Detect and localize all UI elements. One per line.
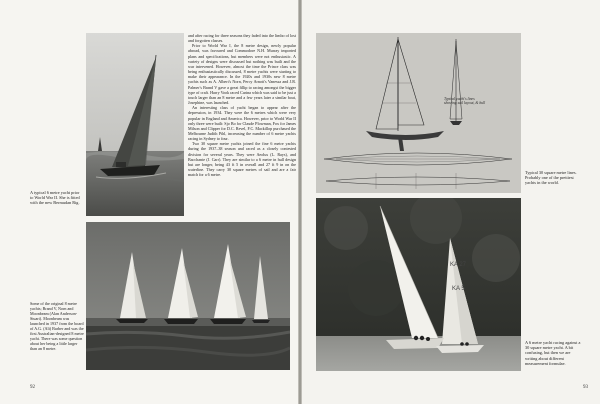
right-page xyxy=(302,0,600,404)
caption-text: A 6 metre yacht racing against a 30 square metre yacht. A bit confusing, but then we are writing about different measurement formulae. xyxy=(525,340,581,366)
body-paragraph-1: and after racing for three seasons they faded into the limbo of lost and forgotten classes. xyxy=(188,33,296,44)
photo-6-metre-yacht xyxy=(86,33,184,216)
caption-text: Some of the original 8 metre yachts; Brand V, Norn and Moonbeam (Alan Anderson-Stuart). Moonbeam was launched in 1937 from the board of A.G. (Ali) Barber and was the first Australian-designed 8 metre yacht. There was some question about her being a little larger than an 8 metre. xyxy=(30,301,84,351)
photo-6-metre-vs-30-square-metre xyxy=(316,198,521,371)
drawing-30-square-metre-lines xyxy=(316,33,521,193)
photo-8-metre-yachts xyxy=(86,222,290,370)
caption-sydney-6-metre xyxy=(525,340,583,366)
caption-text: A typical 6 metre yacht prior to World War II. She is fitted with the new Bermudan Rig. xyxy=(30,190,80,206)
body-text-column xyxy=(188,33,296,177)
page-number-right: 93 xyxy=(583,385,588,390)
sail-number-ka-27: KA 27 xyxy=(450,262,467,268)
caption-typical-6-metre xyxy=(30,190,82,206)
caption-original-8-metre xyxy=(30,301,84,351)
sail-number-ka-5: KA 5 xyxy=(452,286,465,292)
caption-typical-30-square-metre xyxy=(525,170,581,186)
body-paragraph-3: An interesting class of yacht began to appear after the depression, in 1934. They were the 6 metres which were very popular in England and America. However, prior to World War II only three were built: Sjo Bo for Claude Plowman, Fox for James Milson and Clipper for D.C. Revel, F.C. Mackillop purchased the Melbourne Judith Pihl, increasing the number of 6 metre yachts racing in Sydney to four. xyxy=(188,105,296,142)
body-paragraph-2: Prior to World War I, the 8 metre design, newly popular abroad, was favoured and Commodore N.H. Murray imported plans and specifications, but members were not enthusiastic. A variety of designs were discussed but nothing was built and the war intervened. However, almost the time the Prince class was being enthusiastically discussed, 8 metre yachts were starting to make their appearance. In the 1920s and 1930s new 8 metre yachts such as A. Albert's Norn, Percy Arnott's Vanessa and J.R. Palmer's Brand V gave a great fillip to racing amongst the bigger type of craft. Harry Vook raced Carina which was said to be just a touch larger than an 8 metre and a few years later a similar boat, Josephine, was launched. xyxy=(188,43,296,106)
page-number-left: 92 xyxy=(30,385,35,390)
left-page xyxy=(0,0,298,404)
body-paragraph-4: Two 30 square metre yachts joined the fine 6 metre yachts during the 1937–38 season and raced as a closely contested division for several years. They were Aeolus (L. Rays), and Bacchante (J. Carr). They are similar to a 6 metre in hull design but are longer, being 43 ft 5 in overall and 27 ft 9 in on the waterline. They carry 30 square metres of sail and are a fair match for a 6 metre. xyxy=(188,141,296,178)
drawing-handwritten-label: Typical yacht's lines showing sail layout, & hull xyxy=(444,97,486,106)
caption-text: Typical 30 square metre lines. Probably one of the prettiest yachts in the world. xyxy=(525,170,577,186)
